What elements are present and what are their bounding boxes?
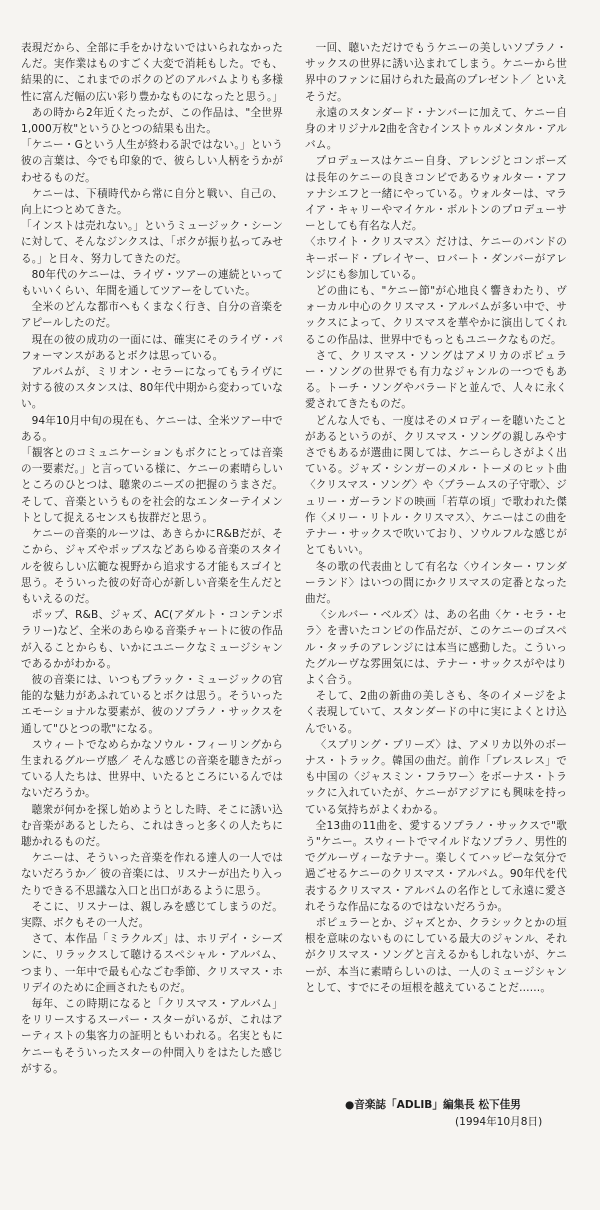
- paragraph: どんな人でも、一度はそのメロディーを聴いたことがあるというのが、クリスマス・ソングの親しみやすさでもあるが選曲に関しては、ケニーらしさがよく出ている。ジャズ・シンガーのメル・トーメのヒット曲〈クリスマス・ソング〉や〈ブラームスの子守歌〉、ジュリー・ガーランドの映画「若草の頃」で歌われた傑作〈メリー・リトル・クリスマス〉、ケニーはこの曲をテナー・サックスで吹いており、ソウルフルな感じがとてもいい。: [305, 414, 567, 557]
- paragraph: 彼の音楽には、いつもブラック・ミュージックの官能的な魅力があふれているとボクは思う。そういったエモーショナルな要素が、彼のソプラノ・サックスを通して"ひとつの歌"になる。: [21, 673, 283, 735]
- paragraph: 〈シルバー・ベルズ〉は、あの名曲〈ケ・セラ・セラ〉を書いたコンビの作品だが、このケニーのゴスペル・タッチのアレンジには本当に感動した。こういったグルーヴな雰囲気には、テナー・サックスがやはりよく合う。: [305, 609, 567, 686]
- paragraph: 表現だから、全部に手をかけないではいられなかったんだ。実作業はものすごく大変で消耗もした。でも、結果的に、これまでのボクのどのアルバムよりも多様性に富んだ幅の広い彩り豊かなものになったと思う。」: [21, 42, 284, 103]
- paragraph: 全米のどんな都市へもくまなく行き、自分の音楽をアピールしたのだ。: [21, 301, 283, 330]
- paragraph: プロデュースはケニー自身、アレンジとコンポーズは長年のケニーの良きコンビであるウォルター・アファナシエフと一緒にやっている。ウォルターは、マライア・キャリーやマイケル・ボルトンのプロデューサーとしても有名な人だ。: [305, 155, 567, 233]
- paragraph: アルバムが、ミリオン・セラーになってもライヴに対する彼のスタンスは、80年代中期から変わっていない。: [21, 366, 283, 411]
- paragraph: 94年10月中旬の現在も、ケニーは、全米ツアー中である。: [21, 414, 283, 443]
- paragraph: どの曲にも、"ケニー節"が心地良く響きわたり、ヴォーカル中心のクリスマス・アルバムが多い中で、サックスによって、クリスマスを華やかに演出してくれるこの作品は、世界中でもっともユニークなものだ。: [305, 285, 567, 346]
- paragraph: 毎年、この時期になると「クリスマス・アルバム」をリリースするスーパー・スターがいるが、これはアーティストの集客力の証明ともいわれる。名実ともにケニーもそういったスターの仲間入りをはたした感じがする。: [21, 997, 283, 1075]
- paragraph: 一回、聴いただけでもうケニーの美しいソプラノ・サックスの世界に誘い込まれてしまう。ケニーから世界中のファンに届けられた最高のプレゼント／ といえそうだ。: [305, 42, 567, 103]
- paragraph: ケニーの音楽的ルーツは、あきらかにR&Bだが、そこから、ジャズやポップスなどあらゆる音楽のスタイルを彼らしい広範な視野から追求する才能もスゴイと思う。そういった彼の好奇心が新しい音楽を生んだともいえるのだ。: [21, 528, 283, 605]
- left-text-column: [21, 40, 283, 1077]
- paragraph: あの時から2年近くたったが、この作品は、"全世界1,000万枚"というひとつの結果も出た。: [21, 106, 283, 136]
- paragraph: ケニーは、そういった音楽を作れる達人の一人ではないだろうか／ 彼の音楽には、リスナーが出たり入ったりできる不思議な入口と出口があるように思う。: [21, 852, 283, 897]
- paragraph: そこに、リスナーは、親しみを感じてしまうのだ。実際、ボクもその一人だ。: [21, 900, 283, 929]
- paragraph: 冬の歌の代表曲として有名な〈ウインター・ワンダーランド〉はいつの間にかクリスマスの定番となった曲だ。: [305, 560, 567, 605]
- right-text-column: [305, 40, 567, 996]
- author-byline: ●音楽誌「ADLIB」編集長 松下佳男: [345, 1099, 521, 1111]
- paragraph: 永遠のスタンダード・ナンバーに加えて、ケニー自身のオリジナル2曲を含むインストゥルメンタル・アルバム。: [305, 106, 567, 152]
- paragraph: 〈スプリング・ブリーズ〉は、アメリカ以外のボーナス・トラック。韓国の曲だ。前作「ブレスレス」でも中国の〈ジャスミン・フラワー〉をボーナス・トラックに入れていたが、ケニーがアジアにも興味を持っている気持ちがよくわかる。: [305, 738, 567, 816]
- paragraph: ケニーは、下積時代から常に自分と戦い、自己の、向上につとめてきた。: [21, 187, 283, 217]
- paragraph: ポップ、R&B、ジャズ、AC(アダルト・コンテンポラリー)など、全米のあらゆる音楽チャートに彼の作品が入ることからも、いかにユニークなミュージシャンであるかがわかる。: [21, 609, 283, 670]
- author-signature: [345, 1097, 585, 1130]
- paragraph: 全13曲の11曲を、愛するソプラノ・サックスで"歌う"ケニー。スウィートでマイルドなソプラノ、男性的でグルーヴィーなテナー。楽しくてハッピーな気分で過ごせるケニーのクリスマス・アルバム。90年代を代表するクリスマス・アルバムの名作として永遠に愛されそうな作品になるのではないだろうか。: [305, 819, 567, 913]
- paragraph: 〈ホワイト・クリスマス〉だけは、ケニーのバンドのキーボード・プレイヤー、ロバート・ダンバーがアレンジにも参加している。: [305, 236, 567, 281]
- paragraph: 聴衆が何かを探し始めようとした時、そこに誘い込む音楽があるとしたら、これはきっと多くの人たちに聴かれるものだ。: [21, 803, 283, 848]
- paragraph: ポピュラーとか、ジャズとか、クラシックとかの垣根を意味のないものにしている最大のジャンル、それがクリスマス・ソングと言えるかもしれないが、ケニーが、本当に素晴らしいのは、一人のミュージシャンとして、すでにその垣根を越えていることだ……。: [305, 916, 567, 994]
- paragraph: 「インストは売れない。」というミュージック・シーンに対して、そんなジンクスは、「ボクが振り払ってみせる。」と日々、努力してきたのだ。: [21, 220, 283, 265]
- paragraph: さて、クリスマス・ソングはアメリカのポピュラー・ソングの世界でも有力なジャンルの一つでもある。トーチ・ソングやバラードと並んで、人々に永く愛されてきたものだ。: [305, 349, 567, 411]
- paragraph: さて、本作品「ミラクルズ」は、ホリデイ・シーズンに、リラックスして聴けるスペシャル・アルバム、つまり、一年中で最も心なごむ季節、クリスマス・ホリデイのために企画されたものだ。: [21, 933, 283, 994]
- paragraph: 80年代のケニーは、ライヴ・ツアーの連続といってもいいくらい、年間を通してツアーをしていた。: [21, 268, 283, 298]
- paragraph: 「観客とのコミュニケーションもボクにとっては音楽の一要素だ。」と言っている様に、ケニーの素晴らしいところのひとつは、聴衆のニーズの把握のうまさだ。そして、音楽というものを社会的なエンターテイメントとして捉えるセンスも抜群だと思う。: [21, 447, 283, 524]
- paragraph: そして、2曲の新曲の美しさも、冬のイメージをよく表現していて、スタンダードの中に実によくとけ込んでいる。: [305, 690, 567, 735]
- signature-date: (1994年10月8日): [455, 1115, 543, 1128]
- paragraph: 「ケニー・Gという人生が終わる訳ではない。」という彼の言葉は、今でも印象的で、彼らしい人柄をうかがわせるものだ。: [21, 139, 283, 184]
- paragraph: スウィートでなめらかなソウル・フィーリングから生まれるグルーヴ感／ そんな感じの音楽を聴きたがっている人たちは、世界中、いたるところにいるんではないだろうか。: [21, 738, 283, 800]
- paragraph: 現在の彼の成功の一面には、確実にそのライヴ・パフォーマンスがあるとボクは思っている。: [21, 333, 283, 362]
